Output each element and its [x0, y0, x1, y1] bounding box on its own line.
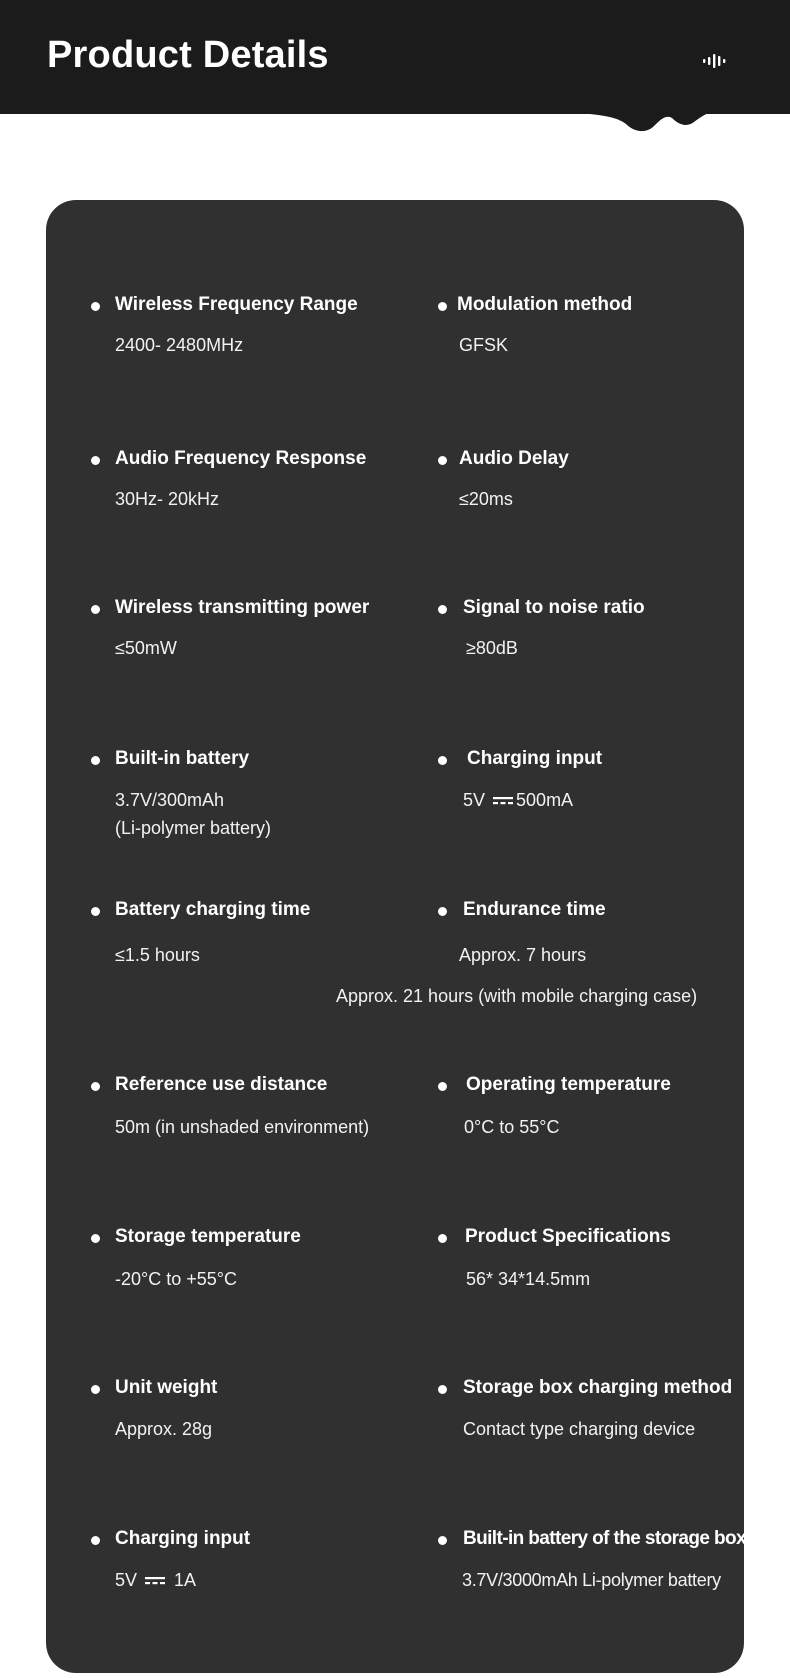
bullet-icon	[91, 605, 100, 614]
voltage-value: 5V	[115, 1570, 138, 1590]
bullet-icon	[91, 1082, 100, 1091]
bullet-icon	[438, 1385, 447, 1394]
spec-label: Storage box charging method	[463, 1377, 733, 1398]
bullet-icon	[438, 1082, 447, 1091]
spec-value: GFSK	[459, 335, 509, 355]
spec-label: Wireless Frequency Range	[115, 294, 358, 315]
bullet-icon	[438, 302, 447, 311]
spec-value: ≥80dB	[466, 638, 518, 658]
spec-label: Wireless transmitting power	[115, 597, 370, 618]
bullet-icon	[91, 1536, 100, 1545]
bullet-icon	[91, 1385, 100, 1394]
page-header	[0, 0, 790, 114]
spec-value-note: (Li-polymer battery)	[115, 818, 272, 838]
spec-label: Operating temperature	[466, 1074, 671, 1095]
spec-value: 3.7V/300mAh	[115, 790, 225, 810]
spec-label: Built-in battery	[115, 748, 250, 769]
sound-wave-icon	[702, 54, 730, 68]
spec-value: 3.7V/3000mAh Li-polymer battery	[462, 1570, 721, 1590]
bullet-icon	[438, 1234, 447, 1243]
spec-value: -20°C to +55°C	[115, 1269, 237, 1289]
spec-label: Audio Delay	[459, 448, 569, 469]
page-title: Product Details	[47, 34, 329, 76]
spec-label: Product Specifications	[465, 1226, 671, 1247]
spec-value: 56* 34*14.5mm	[466, 1269, 591, 1289]
spec-value: 0°C to 55°C	[464, 1117, 560, 1137]
spec-value: 50m (in unshaded environment)	[115, 1117, 370, 1137]
spec-label: Built-in battery of the storage box	[463, 1528, 747, 1549]
spec-value: 2400- 2480MHz	[115, 335, 244, 355]
spec-label: Charging input	[115, 1528, 251, 1549]
spec-value: 30Hz- 20kHz	[115, 489, 220, 509]
voltage-value: 5V	[463, 790, 486, 810]
spec-label: Unit weight	[115, 1377, 218, 1398]
current-value: 1A	[174, 1570, 197, 1590]
spec-value-note: Approx. 21 hours (with mobile charging case)	[336, 986, 698, 1006]
spec-card	[46, 200, 747, 1673]
bullet-icon	[438, 1536, 447, 1545]
bullet-icon	[91, 302, 100, 311]
current-value: 500mA	[516, 790, 574, 810]
drip-decoration	[590, 110, 720, 134]
bullet-icon	[438, 456, 447, 465]
bullet-icon	[91, 756, 100, 765]
spec-label: Battery charging time	[115, 899, 311, 920]
spec-label: Charging input	[467, 748, 603, 769]
spec-value: Approx. 7 hours	[459, 945, 587, 965]
spec-label: Reference use distance	[115, 1074, 328, 1095]
bullet-icon	[91, 456, 100, 465]
spec-value: Contact type charging device	[463, 1419, 696, 1439]
spec-value: ≤20ms	[459, 489, 513, 509]
spec-label: Signal to noise ratio	[463, 597, 645, 618]
spec-label: Storage temperature	[115, 1226, 301, 1247]
bullet-icon	[438, 756, 447, 765]
spec-value	[115, 1570, 196, 1591]
bullet-icon	[438, 605, 447, 614]
bullet-icon	[91, 907, 100, 916]
spec-value: ≤1.5 hours	[115, 945, 200, 965]
bullet-icon	[438, 907, 447, 916]
spec-label: Endurance time	[463, 899, 606, 920]
dc-current-icon	[145, 1577, 165, 1585]
bullet-icon	[91, 1234, 100, 1243]
spec-label: Modulation method	[457, 294, 633, 315]
spec-value	[463, 790, 573, 811]
spec-value: Approx. 28g	[115, 1419, 213, 1439]
spec-value: ≤50mW	[115, 638, 177, 658]
spec-label: Audio Frequency Response	[115, 448, 367, 469]
dc-current-icon	[493, 797, 513, 805]
